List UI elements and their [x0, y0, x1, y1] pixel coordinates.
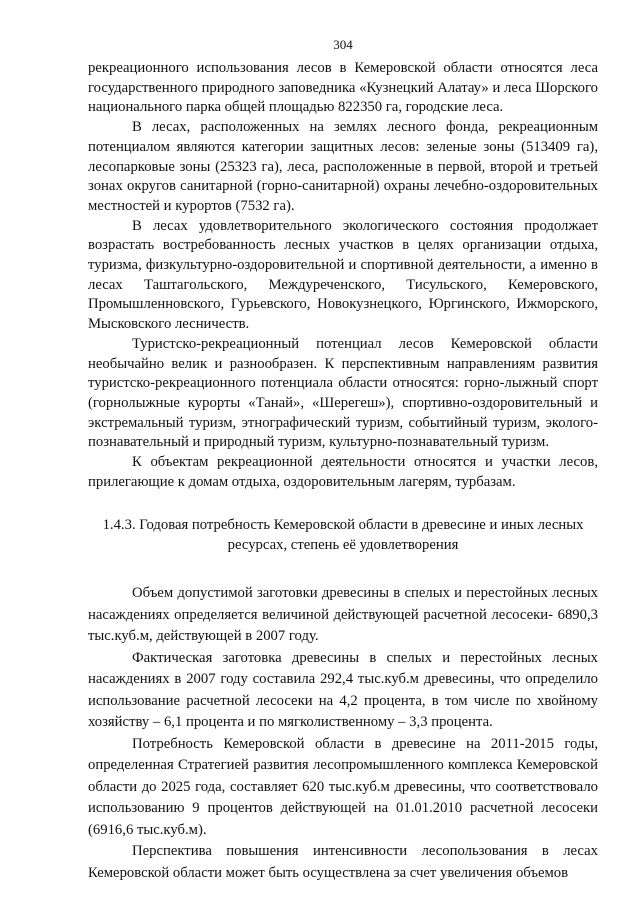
section-body — [88, 583, 598, 884]
section-heading: 1.4.3. Годовая потребность Кемеровской области в древесине и иных лесных ресурсах, степень её удовлетворения — [102, 517, 584, 554]
paragraph-4: Туристско-рекреационный потенциал лесов Кемеровской области необычайно велик и разнообразен. К перспективным направлениям развития туристско-рекреационного потенциала области относятся: горно-лыжный спорт (горнолыжные курорты «Танай», «Шерегеш»), спортивно-оздоровительный и экстремальный туризм, этнографический туризм, событийный туризм, эколого-познавательный и природный туризм, культурно-познавательный туризм. — [88, 335, 598, 451]
paragraph-3: В лесах удовлетворительного экологического состояния продолжает возрастать востребованность лесных участков в целях организации отдыха, туризма, физкультурно-оздоровительной и спортивной деятельности, а именно в лесах Таштагольского, Междуреченского, Тисульского, Кемеровского, Промышленновского, Гурьевского, Новокузнецкого, Юргинского, Ижморского, Мысковского лесничеств. — [88, 217, 598, 333]
paragraph-5: К объектам рекреационной деятельности относятся и участки лесов, прилегающие к домам отдыха, оздоровительным лагерям, турбазам. — [88, 454, 598, 490]
paragraph-8: Потребность Кемеровской области в древесине на 2011-2015 годы, определенная Стратегией развития лесопромышленного комплекса Кемеровской области до 2025 года, составляет 620 тыс.куб.м древесины, что соответствовало использованию 9 процентов действующей на 01.01.2010 расчетной лесосеки (6916,6 тыс.куб.м). — [88, 735, 598, 838]
paragraph-7: Фактическая заготовка древесины в спелых и перестойных лесных насаждениях в 2007 году составила 292,4 тыс.куб.м древесины, что определило использование расчетной лесосеки на 4,2 процента, в том числе по хвойному хозяйству – 6,1 процента и по мягколиственному – 3,3 процента. — [88, 649, 598, 731]
paragraph-1: рекреационного использования лесов в Кемеровской области относятся леса государственного природного заповедника «Кузнецкий Алатау» и леса Шорского национального парка общей площадью 822350 га, городские леса. — [88, 60, 598, 116]
paragraph-6: Объем допустимой заготовки древесины в спелых и перестойных лесных насаждениях определяется величиной действующей расчетной лесосеки- 6890,3 тыс.куб.м, действующей в 2007 году. — [88, 585, 598, 645]
paragraph-2: В лесах, расположенных на землях лесного фонда, рекреационным потенциалом являются категории защитных лесов: зеленые зоны (513409 га), лесопарковые зоны (25323 га), леса, расположенные в первой, второй и третьей зонах округов санитарной (горно-санитарной) охраны лечебно-оздоровительных местностей и курортов (7532 га). — [88, 119, 598, 214]
paragraph-9: Перспектива повышения интенсивности лесопользования в лесах Кемеровской области может быть осуществлена за счет увеличения объемов — [88, 843, 598, 881]
page-number: 304 — [333, 37, 353, 52]
page-content — [88, 59, 598, 884]
